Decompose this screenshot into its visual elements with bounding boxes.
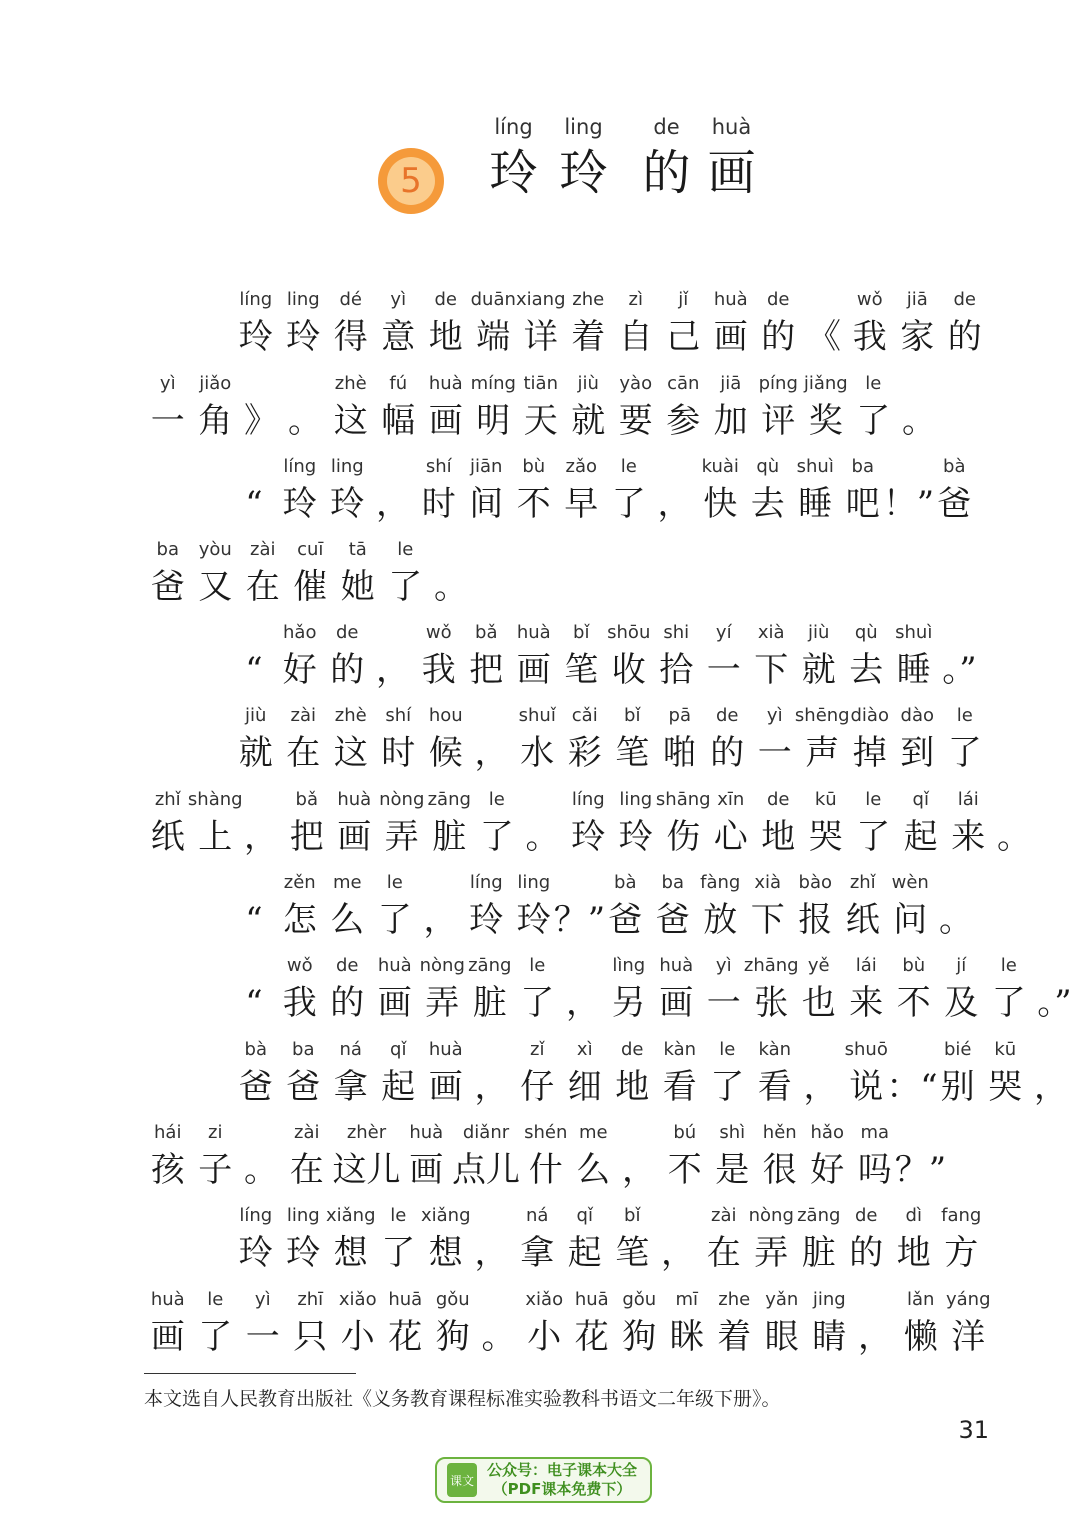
- ruby-char: le 了: [856, 789, 891, 857]
- ruby-char: gǒu 狗: [622, 1289, 657, 1357]
- punctuation: ，: [803, 1067, 838, 1107]
- ruby-char: xiǎng 想: [325, 1205, 376, 1273]
- ruby-char: me 么: [576, 1122, 611, 1190]
- ruby-char: bù 不: [516, 456, 551, 524]
- punctuation: “: [245, 484, 263, 524]
- ruby-char: jing 睛: [812, 1289, 847, 1357]
- ruby-char: ná 拿: [333, 1039, 368, 1107]
- ruby-char: huà 画: [713, 289, 748, 357]
- punctuation: ？”: [553, 900, 606, 940]
- lesson-number: 5: [387, 157, 435, 205]
- ruby-char: fú 幅: [381, 373, 416, 441]
- ruby-char: yí 一: [706, 622, 741, 690]
- story-line: [232, 700, 989, 780]
- story-line: [144, 1117, 947, 1197]
- punctuation: ，: [474, 733, 509, 773]
- ruby-char: líng 玲: [571, 789, 606, 857]
- ruby-char: bié 别: [940, 1039, 975, 1107]
- ruby-char: diǎnr 点儿: [452, 1122, 520, 1190]
- ruby-char: diào 掉: [850, 705, 889, 773]
- punctuation: ！”: [882, 484, 935, 524]
- ruby-char: zài 在: [245, 539, 280, 607]
- ruby-char: zāng 脏: [468, 955, 512, 1023]
- ruby-char: zi 子: [198, 1122, 233, 1190]
- ruby-char: yào 要: [618, 373, 653, 441]
- ruby-char: huā 花: [574, 1289, 609, 1357]
- punctuation: ，: [474, 1067, 509, 1107]
- ruby-char: le 了: [381, 1205, 416, 1273]
- ruby-char: zì 自: [618, 289, 653, 357]
- ruby-char: jiù 就: [801, 622, 836, 690]
- ruby-char: le 了: [991, 955, 1026, 1023]
- ruby-char: le 了: [856, 373, 891, 441]
- ruby-char: jiǎo 角: [198, 373, 233, 441]
- punctuation: 。: [525, 817, 560, 857]
- ruby-char: shāng 伤: [655, 789, 711, 857]
- ruby-char: xīn 心: [713, 789, 748, 857]
- title-char: de 的: [642, 115, 691, 201]
- ruby-char: de 的: [947, 289, 982, 357]
- ruby-char: de 的: [330, 955, 365, 1023]
- ruby-char: huà 画: [659, 955, 694, 1023]
- ruby-char: kū 哭: [988, 1039, 1023, 1107]
- story-line: [232, 284, 989, 364]
- ruby-char: xià 下: [750, 872, 785, 940]
- ruby-char: le 了: [947, 705, 982, 773]
- ruby-char: ling 玲: [286, 289, 321, 357]
- ruby-char: de 的: [761, 289, 796, 357]
- punctuation: ，: [1034, 1067, 1068, 1107]
- ruby-char: hǎo 好: [810, 1122, 845, 1190]
- ruby-char: de 地: [428, 289, 463, 357]
- ruby-char: zāng 脏: [797, 1205, 841, 1273]
- punctuation: ，: [566, 983, 600, 1023]
- punctuation: 。”: [1037, 983, 1072, 1023]
- ruby-char: shuì 睡: [796, 456, 834, 524]
- punctuation: ，: [376, 650, 410, 690]
- ruby-char: bù 不: [896, 955, 931, 1023]
- punctuation: 。: [434, 567, 468, 607]
- ruby-char: dào 到: [900, 705, 935, 773]
- ruby-char: bǎ 把: [289, 789, 324, 857]
- watermark-line1: 公众号：电子课本大全: [487, 1461, 638, 1479]
- ruby-char: zǐ 仔: [520, 1039, 555, 1107]
- ruby-char: zhèr 这儿: [332, 1122, 401, 1190]
- ruby-char: jiān 间: [469, 456, 504, 524]
- ruby-char: cuī 催: [293, 539, 328, 607]
- ruby-char: zài 在: [706, 1205, 741, 1273]
- punctuation: ，: [474, 1233, 509, 1273]
- ruby-char: kuài 快: [701, 456, 739, 524]
- ruby-char: huà 画: [409, 1122, 444, 1190]
- ruby-char: xiǎng 想: [420, 1205, 471, 1273]
- ruby-char: zěn 怎: [282, 872, 317, 940]
- ruby-char: ling 玲: [286, 1205, 321, 1273]
- ruby-char: jiā 加: [713, 373, 748, 441]
- punctuation: ，: [376, 484, 410, 524]
- ruby-char: wèn 问: [891, 872, 929, 940]
- ruby-char: nòng 弄: [748, 1205, 794, 1273]
- ruby-char: dì 地: [896, 1205, 931, 1273]
- title-char: ling 玲: [559, 115, 608, 201]
- ruby-char: yì 一: [706, 955, 741, 1023]
- ruby-char: de 地: [761, 789, 796, 857]
- ruby-char: jiā 家: [900, 289, 935, 357]
- ruby-char: yǎn 眼: [764, 1289, 799, 1357]
- ruby-char: yě 也: [801, 955, 836, 1023]
- punctuation: ，: [423, 900, 458, 940]
- ruby-char: le 了: [198, 1289, 233, 1357]
- ruby-char: le 了: [710, 1039, 745, 1107]
- lesson-title: [0, 112, 1087, 222]
- ruby-char: huā 花: [388, 1289, 423, 1357]
- ruby-char: cān 参: [666, 373, 701, 441]
- ruby-char: kàn 看: [757, 1039, 792, 1107]
- ruby-char: ling 玲: [516, 872, 551, 940]
- ruby-char: kū 哭: [808, 789, 843, 857]
- punctuation: ，: [244, 817, 278, 857]
- ruby-char: shi 拾: [659, 622, 694, 690]
- ruby-char: zhe 着: [571, 289, 606, 357]
- ruby-char: líng 玲: [238, 1205, 273, 1273]
- title-char: huà 画: [707, 115, 756, 201]
- ruby-char: hǎo 好: [282, 622, 317, 690]
- ruby-char: zhī 只: [293, 1289, 328, 1357]
- ruby-char: kàn 看: [662, 1039, 697, 1107]
- ruby-char: nòng 弄: [379, 789, 425, 857]
- ruby-char: qù 去: [849, 622, 884, 690]
- ruby-char: bà 爸: [937, 456, 972, 524]
- ruby-char: dé 得: [333, 289, 368, 357]
- ruby-char: zhǐ 纸: [845, 872, 880, 940]
- ruby-char: bǐ 笔: [615, 1205, 650, 1273]
- story-line: [144, 368, 941, 448]
- ruby-char: le 了: [479, 789, 514, 857]
- punctuation: 。: [481, 1317, 516, 1357]
- title-row: [482, 112, 763, 204]
- ruby-char: huà 画: [150, 1289, 185, 1357]
- ruby-char: yì 一: [245, 1289, 280, 1357]
- story-line: [232, 950, 1077, 1030]
- ruby-char: lái 来: [849, 955, 884, 1023]
- ruby-char: yì 一: [757, 705, 792, 773]
- ruby-char: wǒ 我: [282, 955, 317, 1023]
- ruby-char: shuǐ 水: [518, 705, 556, 773]
- watermark-badge: [435, 1457, 652, 1503]
- ruby-char: le 了: [611, 456, 646, 524]
- ruby-char: zāng 脏: [427, 789, 471, 857]
- ruby-char: shuì 睡: [895, 622, 933, 690]
- ruby-char: lái 来: [951, 789, 986, 857]
- punctuation: “: [245, 983, 263, 1023]
- ruby-char: zhe 着: [717, 1289, 752, 1357]
- ruby-char: zài 在: [289, 1122, 324, 1190]
- punctuation: “: [245, 900, 263, 940]
- watermark-line2: （PDF课本免费下）: [492, 1480, 632, 1498]
- ruby-char: shí 时: [381, 705, 416, 773]
- ruby-char: xiǎo 小: [338, 1289, 377, 1357]
- ruby-char: wǒ 我: [421, 622, 456, 690]
- ruby-char: qǐ 起: [567, 1205, 602, 1273]
- story-line: [144, 784, 1036, 864]
- ruby-char: míng 明: [470, 373, 516, 441]
- punctuation: 。: [939, 900, 973, 940]
- ruby-char: ba 吧: [845, 456, 880, 524]
- ruby-char: bào 报: [798, 872, 833, 940]
- book-icon: 课文: [447, 1463, 477, 1497]
- punctuation: 《: [807, 317, 841, 357]
- ruby-char: de 的: [849, 1205, 884, 1273]
- story-line: [232, 867, 978, 947]
- footnote: 本文选自人民教育出版社《义务教育课程标准实验教科书语文二年级下册》。: [144, 1388, 781, 1410]
- ruby-char: hái 孩: [150, 1122, 185, 1190]
- ruby-char: huà 画: [337, 789, 372, 857]
- ruby-char: shuō 说: [844, 1039, 888, 1107]
- ruby-char: cǎi 彩: [567, 705, 602, 773]
- ruby-char: mī 眯: [669, 1289, 704, 1357]
- ruby-char: me 么: [330, 872, 365, 940]
- ruby-char: zhè 这: [333, 373, 368, 441]
- punctuation: ，: [661, 1233, 695, 1273]
- ruby-char: pā 啪: [662, 705, 697, 773]
- ruby-char: qǐ 起: [903, 789, 938, 857]
- footnote-divider: [144, 1373, 356, 1374]
- ruby-char: ling 玲: [618, 789, 653, 857]
- ruby-char: qù 去: [750, 456, 785, 524]
- page-number: 31: [958, 1416, 989, 1444]
- ruby-char: de 地: [615, 1039, 650, 1107]
- ruby-char: shén 什: [524, 1122, 568, 1190]
- story-line: [232, 1034, 1073, 1114]
- punctuation: 。: [997, 817, 1031, 857]
- ruby-char: nòng 弄: [419, 955, 465, 1023]
- ruby-char: de 的: [330, 622, 365, 690]
- watermark-text: [487, 1461, 637, 1499]
- punctuation: ，: [858, 1317, 892, 1357]
- punctuation: 。: [244, 1150, 278, 1190]
- ruby-char: líng 玲: [238, 289, 273, 357]
- ruby-char: bà 爸: [238, 1039, 273, 1107]
- ruby-char: xì 细: [567, 1039, 602, 1107]
- punctuation: ？”: [894, 1150, 947, 1190]
- ruby-char: ma 吗: [857, 1122, 892, 1190]
- ruby-char: shí 时: [421, 456, 456, 524]
- ruby-char: le 了: [377, 872, 412, 940]
- ruby-char: bǎ 把: [469, 622, 504, 690]
- punctuation: ：“: [886, 1067, 938, 1107]
- ruby-char: jiǎng 奖: [803, 373, 848, 441]
- ruby-char: fàng 放: [700, 872, 741, 940]
- story-line: [144, 534, 473, 614]
- ruby-char: ba 爸: [150, 539, 185, 607]
- story-line: [232, 451, 978, 531]
- ruby-char: jiù 就: [238, 705, 273, 773]
- ruby-char: huà 画: [428, 1039, 463, 1107]
- title-char: líng 玲: [489, 115, 538, 201]
- punctuation: “: [245, 650, 263, 690]
- ruby-char: zhāng 张: [743, 955, 799, 1023]
- ruby-char: shàng 上: [187, 789, 243, 857]
- ruby-char: lìng 另: [611, 955, 646, 1023]
- punctuation: 。: [902, 401, 936, 441]
- ruby-char: shēng 声: [794, 705, 850, 773]
- ruby-char: bǐ 笔: [615, 705, 650, 773]
- ruby-char: xiang 详: [515, 289, 566, 357]
- ruby-char: fang 方: [941, 1205, 982, 1273]
- ruby-char: píng 评: [758, 373, 798, 441]
- ruby-char: líng 玲: [469, 872, 504, 940]
- ruby-char: zhǐ 纸: [150, 789, 185, 857]
- ruby-char: wǒ 我: [852, 289, 887, 357]
- ruby-char: de 的: [710, 705, 745, 773]
- ruby-char: xiǎo 小: [525, 1289, 564, 1357]
- ruby-char: jǐ 己: [666, 289, 701, 357]
- punctuation: 。: [288, 401, 322, 441]
- story-line: [144, 1284, 992, 1364]
- ruby-char: jí 及: [944, 955, 979, 1023]
- ruby-char: ná 拿: [520, 1205, 555, 1273]
- lesson-number-badge: [378, 148, 444, 214]
- ruby-char: huà 画: [428, 373, 463, 441]
- ruby-char: xià 下: [754, 622, 789, 690]
- ruby-char: líng 玲: [282, 456, 317, 524]
- ruby-char: bà 爸: [608, 872, 643, 940]
- ruby-char: duān 端: [470, 289, 516, 357]
- ruby-char: ling 玲: [330, 456, 365, 524]
- ruby-char: bǐ 笔: [564, 622, 599, 690]
- ruby-char: gǒu 狗: [435, 1289, 470, 1357]
- ruby-char: bú 不: [667, 1122, 702, 1190]
- ruby-char: yáng 洋: [945, 1289, 991, 1357]
- ruby-char: qǐ 起: [381, 1039, 416, 1107]
- ruby-char: yì 意: [381, 289, 416, 357]
- ruby-char: ba 爸: [655, 872, 690, 940]
- ruby-char: zǎo 早: [564, 456, 599, 524]
- ruby-char: zài 在: [286, 705, 321, 773]
- punctuation: ，: [622, 1150, 656, 1190]
- ruby-char: huà 画: [516, 622, 551, 690]
- ruby-char: hěn 很: [762, 1122, 797, 1190]
- ruby-char: le 了: [388, 539, 423, 607]
- ruby-char: yòu 又: [198, 539, 233, 607]
- ruby-char: huà 画: [377, 955, 412, 1023]
- story-line: [232, 617, 982, 697]
- punctuation: 》: [244, 401, 278, 441]
- ruby-char: tā 她: [340, 539, 375, 607]
- ruby-char: lǎn 懒: [903, 1289, 938, 1357]
- ruby-char: le 了: [520, 955, 555, 1023]
- ruby-char: zhè 这: [333, 705, 368, 773]
- ruby-char: yì 一: [150, 373, 185, 441]
- ruby-char: shōu 收: [607, 622, 651, 690]
- punctuation: 。”: [942, 650, 977, 690]
- ruby-char: shì 是: [715, 1122, 750, 1190]
- story-line: [232, 1200, 985, 1280]
- ruby-char: tiān 天: [523, 373, 558, 441]
- ruby-char: hou 候: [428, 705, 463, 773]
- ruby-char: jiù 就: [571, 373, 606, 441]
- punctuation: ，: [657, 484, 692, 524]
- ruby-char: ba 爸: [286, 1039, 321, 1107]
